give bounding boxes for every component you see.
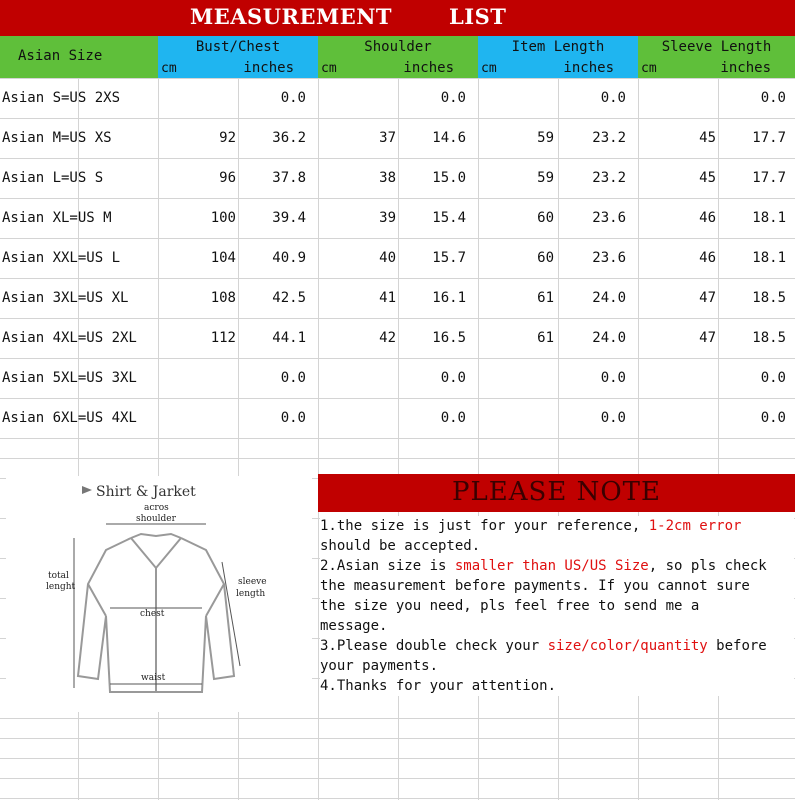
header-sleeve-inches: inches	[720, 60, 771, 76]
measure-cell: 14.6	[432, 130, 466, 146]
header-sleeve	[638, 36, 795, 78]
measure-cell: 42	[379, 330, 396, 346]
table-row	[0, 358, 795, 398]
measure-cell: 0.0	[280, 90, 306, 106]
header-bust-label: Bust/Chest	[195, 39, 281, 55]
header-item-length-label: Item Length	[511, 39, 605, 55]
header-shoulder-inches: inches	[403, 60, 454, 76]
measure-cell	[318, 78, 396, 118]
title-list: LIST	[449, 4, 507, 29]
measure-cell: 0.0	[600, 370, 626, 386]
measure-cell: 61	[537, 330, 554, 346]
label-chest: chest	[140, 609, 165, 619]
measure-cell: 37.8	[272, 170, 306, 186]
note-line2: 2.Asian size is	[320, 558, 447, 574]
size-label: Asian 3XL=US XL	[2, 290, 129, 306]
label-waist: waist	[141, 673, 166, 683]
measure-cell	[158, 78, 236, 118]
size-label: Asian 4XL=US 2XL	[2, 330, 137, 346]
label-shoulder: shoulder	[136, 514, 176, 524]
header-bust	[158, 36, 318, 78]
table-row	[0, 198, 795, 238]
measure-cell	[158, 358, 236, 398]
table-row	[0, 158, 795, 198]
header-asian-size	[0, 36, 158, 78]
measure-cell	[158, 398, 236, 438]
measure-cell: 23.6	[592, 210, 626, 226]
measure-cell: 46	[699, 210, 716, 226]
measure-cell: 36.2	[272, 130, 306, 146]
header-sleeve-cm: cm	[641, 61, 657, 76]
measure-cell	[638, 398, 716, 438]
size-label: Asian 6XL=US 4XL	[2, 410, 137, 426]
measure-cell	[318, 358, 396, 398]
grid-line-horizontal	[0, 778, 795, 779]
measure-cell: 15.4	[432, 210, 466, 226]
note-line1-highlight: 1-2cm error	[648, 518, 742, 534]
measure-cell	[478, 398, 554, 438]
header-shoulder-label: Shoulder	[364, 39, 432, 55]
measure-cell: 23.6	[592, 250, 626, 266]
measure-cell: 104	[210, 250, 236, 266]
size-label: Asian M=US XS	[2, 130, 112, 146]
note-header	[318, 474, 795, 512]
grid-line-horizontal	[0, 758, 795, 759]
measure-cell: 59	[537, 130, 554, 146]
header-asian-size-label: Asian Size	[18, 48, 103, 64]
title-bar	[0, 0, 795, 36]
measure-cell: 37	[379, 130, 396, 146]
note-line2-highlight: smaller than US/US Size	[454, 558, 649, 574]
measure-cell: 0.0	[760, 90, 786, 106]
header-sleeve-label: Sleeve Length	[661, 39, 772, 55]
label-total: total	[48, 571, 69, 581]
measure-cell: 0.0	[440, 410, 466, 426]
table-row	[0, 78, 795, 118]
measure-cell: 18.1	[752, 210, 786, 226]
measure-cell: 40.9	[272, 250, 306, 266]
header-item-length	[478, 36, 638, 78]
shirt-diagram	[6, 476, 312, 712]
header-shoulder-cm: cm	[321, 61, 337, 76]
measure-cell: 0.0	[600, 90, 626, 106]
measure-cell: 16.5	[432, 330, 466, 346]
grid-line-horizontal	[0, 438, 795, 439]
grid-line-horizontal	[0, 718, 795, 719]
measure-cell: 96	[219, 170, 236, 186]
measure-cell: 24.0	[592, 330, 626, 346]
measure-cell: 45	[699, 130, 716, 146]
title-measurement: MEASUREMENT	[190, 4, 393, 29]
measure-cell: 15.7	[432, 250, 466, 266]
shirt-diagram-svg	[6, 476, 312, 712]
note-line1-end: should be accepted.	[320, 538, 481, 554]
measure-cell: 47	[699, 330, 716, 346]
measure-cell: 39.4	[272, 210, 306, 226]
header-bust-inches: inches	[243, 60, 294, 76]
grid-line-horizontal	[0, 798, 795, 799]
table-row	[0, 118, 795, 158]
label-length: lenght	[46, 582, 76, 592]
note-line1: 1.the size is just for your reference,	[320, 518, 649, 534]
grid-line-horizontal	[0, 738, 795, 739]
note-line3-end: before your payments.	[320, 638, 767, 674]
measure-cell: 17.7	[752, 130, 786, 146]
measure-cell	[478, 358, 554, 398]
measure-cell: 39	[379, 210, 396, 226]
measure-cell: 18.1	[752, 250, 786, 266]
triangle-bullet-icon	[82, 486, 92, 494]
size-label: Asian L=US S	[2, 170, 104, 186]
size-label: Asian 5XL=US 3XL	[2, 370, 137, 386]
measure-cell	[478, 78, 554, 118]
measure-cell: 0.0	[440, 90, 466, 106]
measure-cell: 0.0	[600, 410, 626, 426]
header-shoulder	[318, 36, 478, 78]
note-body	[320, 516, 794, 696]
measure-cell: 15.0	[432, 170, 466, 186]
measure-cell: 40	[379, 250, 396, 266]
diagram-title: Shirt & Jarket	[96, 484, 196, 500]
measure-cell: 0.0	[440, 370, 466, 386]
measure-cell: 0.0	[280, 370, 306, 386]
grid-line-horizontal	[0, 458, 795, 459]
header-item-length-cm: cm	[481, 61, 497, 76]
measure-cell: 24.0	[592, 290, 626, 306]
measure-cell: 60	[537, 210, 554, 226]
measure-cell: 60	[537, 250, 554, 266]
measure-cell: 45	[699, 170, 716, 186]
measure-cell	[638, 78, 716, 118]
measure-cell	[318, 398, 396, 438]
size-label: Asian XXL=US L	[2, 250, 121, 266]
note-line4: 4.Thanks for your attention.	[320, 678, 557, 694]
table-row	[0, 278, 795, 318]
note-title: PLEASE NOTE	[452, 477, 661, 507]
measure-cell: 17.7	[752, 170, 786, 186]
measure-cell: 42.5	[272, 290, 306, 306]
measure-cell: 18.5	[752, 290, 786, 306]
measure-cell	[638, 358, 716, 398]
table-row	[0, 238, 795, 278]
measure-cell: 112	[210, 330, 236, 346]
label-sleeve-length: length	[236, 589, 266, 599]
measure-cell: 92	[219, 130, 236, 146]
header-bust-cm: cm	[161, 61, 177, 76]
note-line3: 3.Please double check your	[320, 638, 540, 654]
note-line3-highlight: size/color/quantity	[547, 638, 708, 654]
size-label: Asian XL=US M	[2, 210, 112, 226]
measure-cell: 59	[537, 170, 554, 186]
label-sleeve: sleeve	[238, 577, 267, 587]
measure-cell: 41	[379, 290, 396, 306]
measure-cell: 16.1	[432, 290, 466, 306]
table-row	[0, 318, 795, 358]
note-line2-end: , so pls check the measurement before payments. If you cannot sure the size you need, pls feel free to send me a message.	[320, 558, 767, 634]
measure-cell: 0.0	[760, 370, 786, 386]
table-row	[0, 398, 795, 438]
measure-cell: 0.0	[760, 410, 786, 426]
measure-cell: 18.5	[752, 330, 786, 346]
size-label: Asian S=US 2XS	[2, 90, 121, 106]
measure-cell: 23.2	[592, 170, 626, 186]
header-item-length-inches: inches	[563, 60, 614, 76]
measure-cell: 61	[537, 290, 554, 306]
measure-cell: 23.2	[592, 130, 626, 146]
measure-cell: 108	[210, 290, 236, 306]
label-across: acros	[144, 503, 169, 513]
measure-cell: 44.1	[272, 330, 306, 346]
measure-cell: 38	[379, 170, 396, 186]
measure-cell: 0.0	[280, 410, 306, 426]
measure-cell: 47	[699, 290, 716, 306]
measure-cell: 46	[699, 250, 716, 266]
measure-cell: 100	[210, 210, 236, 226]
